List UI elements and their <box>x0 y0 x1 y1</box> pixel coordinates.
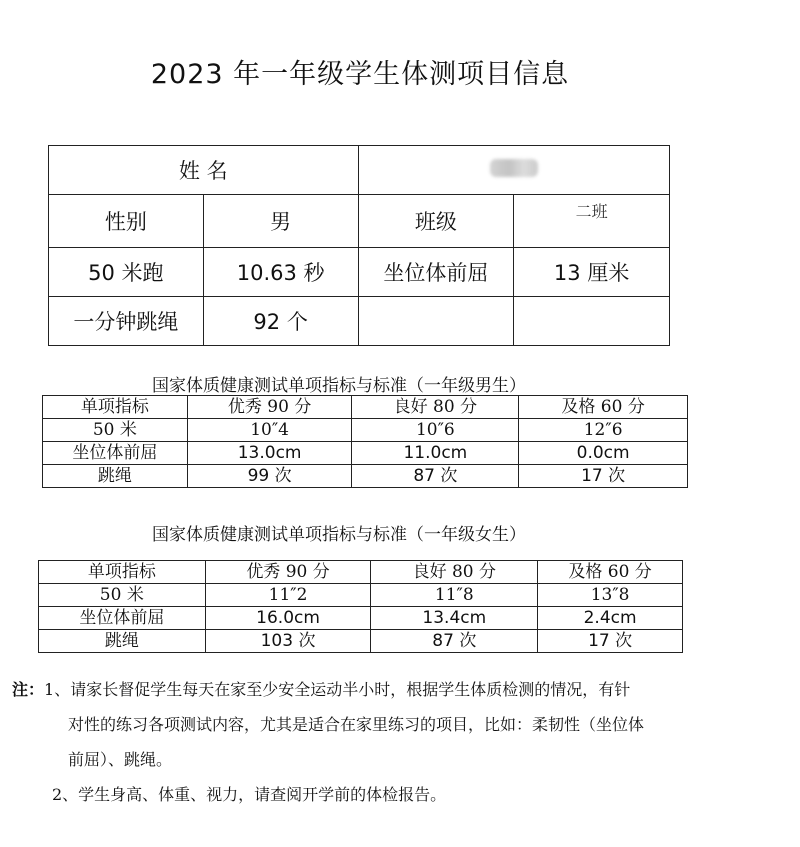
boys-table-caption: 国家体质健康测试单项指标与标准（一年级男生） <box>152 376 526 396</box>
table-cell: 跳绳 <box>43 465 188 488</box>
table-cell: 87 次 <box>371 630 538 653</box>
table-header-row <box>39 561 683 584</box>
header-cell: 优秀 90 分 <box>205 561 371 584</box>
table-cell: 11″2 <box>205 584 371 607</box>
table-cell: 13.4cm <box>371 607 538 630</box>
table-cell: 50 米 <box>43 419 188 442</box>
note-line <box>12 672 782 707</box>
table-cell: 坐位体前屈 <box>43 442 188 465</box>
header-cell: 良好 80 分 <box>352 396 519 419</box>
table-cell: 103 次 <box>205 630 371 653</box>
table-cell: 0.0cm <box>519 442 688 465</box>
note-line: 对性的练习各项测试内容，尤其是适合在家里练习的项目，比如：柔韧性（坐位体 <box>68 715 645 734</box>
table-cell: 2.4cm <box>538 607 683 630</box>
table-row <box>43 419 688 442</box>
header-cell: 优秀 90 分 <box>187 396 352 419</box>
table-header-row <box>43 396 688 419</box>
table-row <box>49 297 670 346</box>
table-row <box>39 584 683 607</box>
table-cell: 跳绳 <box>39 630 206 653</box>
table-row <box>49 248 670 297</box>
header-cell: 单项指标 <box>43 396 188 419</box>
note-line: 前屈）、跳绳。 <box>68 750 173 769</box>
table-row <box>49 146 670 195</box>
table-row <box>43 442 688 465</box>
student-info-table <box>48 145 670 346</box>
table-cell: 17 次 <box>538 630 683 653</box>
table-cell: 13″8 <box>538 584 683 607</box>
table-cell: 87 次 <box>352 465 519 488</box>
page-title: 2023 年一年级学生体测项目信息 <box>150 59 570 90</box>
name-label: 姓 名 <box>49 146 359 195</box>
boys-standards-table <box>42 395 688 488</box>
table-cell: 11″8 <box>371 584 538 607</box>
gender-value: 男 <box>203 195 358 248</box>
redacted-name <box>490 159 538 177</box>
header-cell: 单项指标 <box>39 561 206 584</box>
header-cell: 及格 60 分 <box>538 561 683 584</box>
rope-label: 一分钟跳绳 <box>49 297 204 346</box>
note-line: 2、学生身高、体重、视力，请查阅开学前的体检报告。 <box>52 785 447 804</box>
table-cell: 10″6 <box>352 419 519 442</box>
table-row <box>49 195 670 248</box>
header-cell: 良好 80 分 <box>371 561 538 584</box>
table-row <box>39 607 683 630</box>
table-row <box>39 630 683 653</box>
table-cell: 17 次 <box>519 465 688 488</box>
class-value: 二班 <box>514 195 670 248</box>
rope-value: 92 个 <box>203 297 358 346</box>
note-label: 注： <box>12 680 45 699</box>
empty-cell <box>514 297 670 346</box>
run-value: 10.63 秒 <box>203 248 358 297</box>
girls-table-caption: 国家体质健康测试单项指标与标准（一年级女生） <box>152 525 526 545</box>
table-cell: 12″6 <box>519 419 688 442</box>
table-cell: 13.0cm <box>187 442 352 465</box>
empty-cell <box>358 297 514 346</box>
girls-standards-table <box>38 560 683 653</box>
sit-reach-label: 坐位体前屈 <box>358 248 514 297</box>
notes-section <box>12 672 782 812</box>
sit-reach-value: 13 厘米 <box>514 248 670 297</box>
note-text: 1、请家长督促学生每天在家至少安全运动半小时，根据学生体质检测的情况，有针 <box>44 680 631 699</box>
name-value <box>358 146 669 195</box>
table-cell: 50 米 <box>39 584 206 607</box>
table-cell: 坐位体前屈 <box>39 607 206 630</box>
table-cell: 10″4 <box>187 419 352 442</box>
gender-label: 性别 <box>49 195 204 248</box>
header-cell: 及格 60 分 <box>519 396 688 419</box>
table-row <box>43 465 688 488</box>
table-cell: 11.0cm <box>352 442 519 465</box>
table-cell: 16.0cm <box>205 607 371 630</box>
class-label: 班级 <box>358 195 514 248</box>
table-cell: 99 次 <box>187 465 352 488</box>
run-label: 50 米跑 <box>49 248 204 297</box>
